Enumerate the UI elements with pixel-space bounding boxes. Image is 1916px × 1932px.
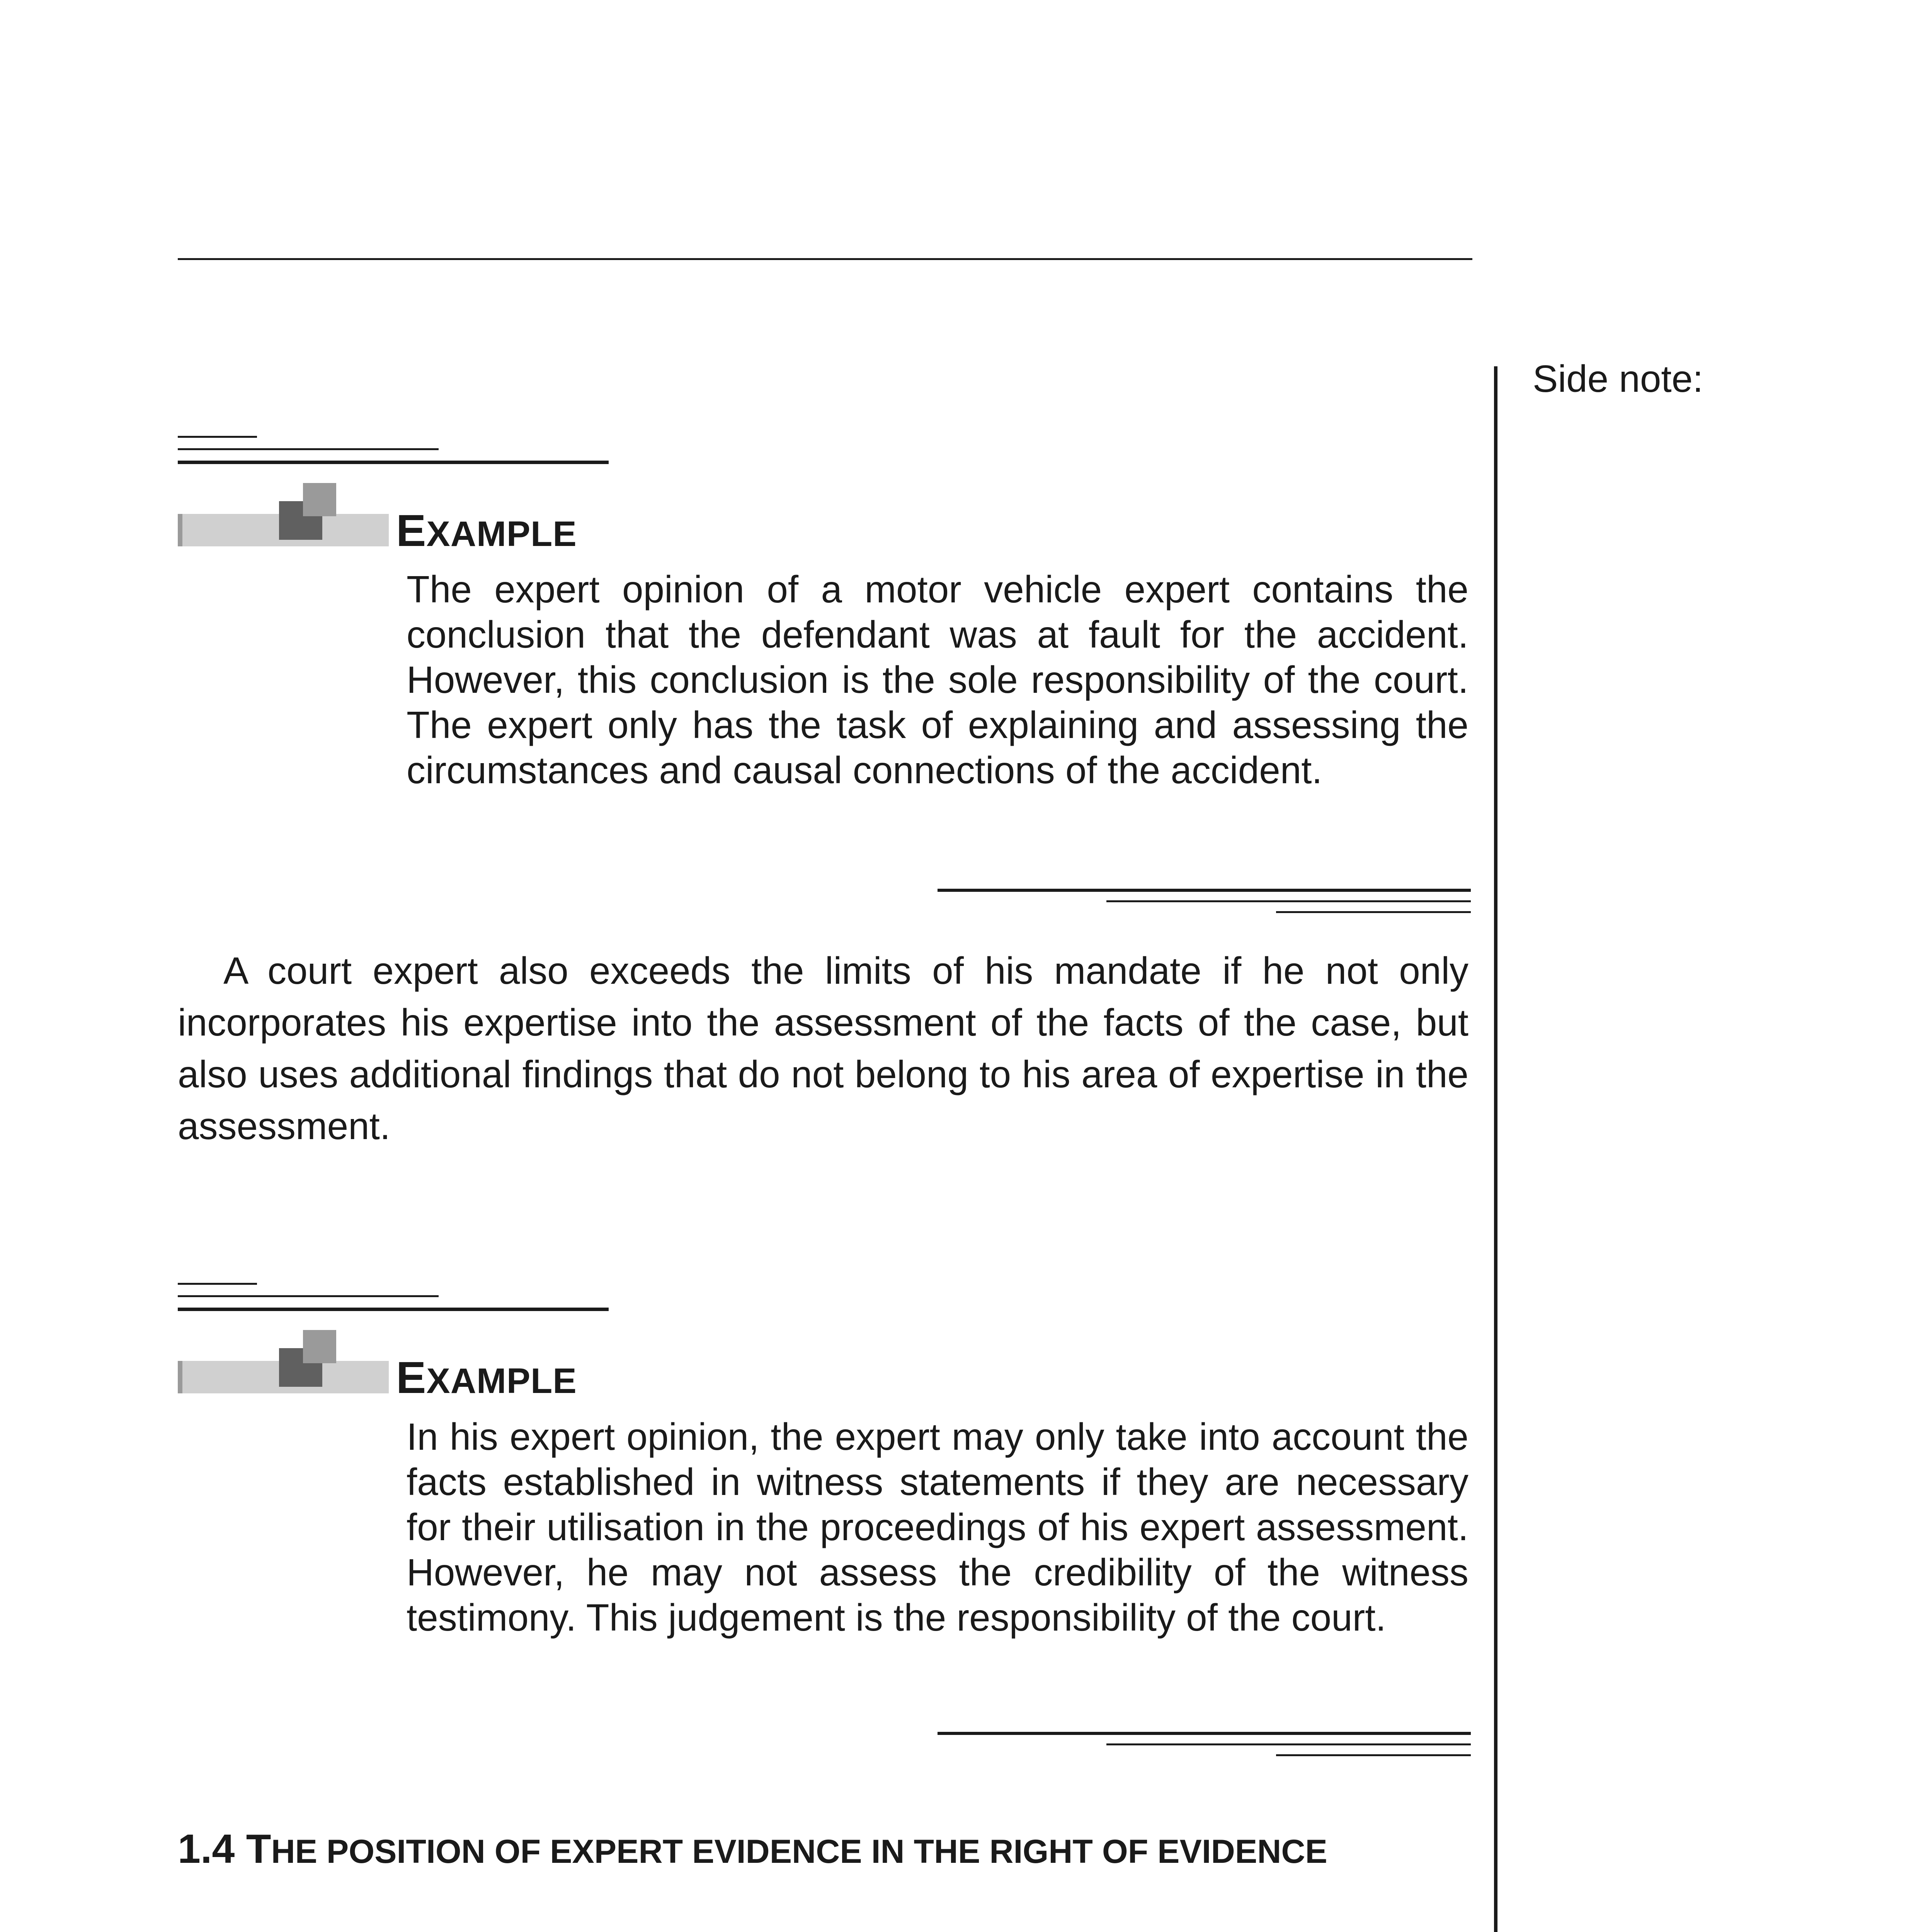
example-deco-line bbox=[178, 1295, 439, 1297]
example-deco-line bbox=[178, 448, 439, 450]
example-squares-icon bbox=[303, 483, 336, 516]
example-deco-line bbox=[178, 1308, 609, 1311]
example-deco-line bbox=[178, 1283, 257, 1285]
example-deco-line bbox=[178, 436, 257, 438]
side-note-label: Side note: bbox=[1533, 357, 1703, 400]
example-deco-line bbox=[1106, 1743, 1471, 1745]
example-title: EXAMPLE bbox=[396, 1352, 577, 1403]
example-text: In his expert opinion, the expert may only take into account the facts established in witness statements if they are necessary for their utilisation in the proceedings of his expert assessment. However, he may not assess the credibility of the witness testimony. This judgement is the responsibility of the court. bbox=[407, 1415, 1468, 1639]
example-deco-line bbox=[938, 889, 1471, 892]
side-column-divider bbox=[1494, 366, 1497, 1932]
example-deco-line bbox=[178, 461, 609, 464]
example-deco-line bbox=[1276, 1754, 1471, 1756]
example-bar-tick bbox=[178, 514, 182, 546]
example-text: The expert opinion of a motor vehicle expert contains the conclusion that the defendant was at fault for the accident. However, this conclusion is the sole responsibility of the court. The expert only has the task of explaining and assessing the circumstances and causal connections of the accident. bbox=[407, 568, 1468, 791]
example-deco-line bbox=[1276, 911, 1471, 913]
header-rule bbox=[178, 258, 1472, 260]
example-deco-line bbox=[1106, 900, 1471, 902]
section-heading: 1.4 THE POSITION OF EXPERT EVIDENCE IN THE RIGHT OF EVIDENCE bbox=[178, 1826, 1327, 1872]
example-squares-icon bbox=[303, 1330, 336, 1363]
example-deco-line bbox=[938, 1732, 1471, 1735]
example-title: EXAMPLE bbox=[396, 505, 577, 556]
example-bar-tick bbox=[178, 1361, 182, 1393]
body-paragraph: A court expert also exceeds the limits of his mandate if he not only incorporates his expertise into the assessment of the facts of the case, but also uses additional findings that do not belong to his area of expertise in the assessment. bbox=[178, 949, 1468, 1147]
